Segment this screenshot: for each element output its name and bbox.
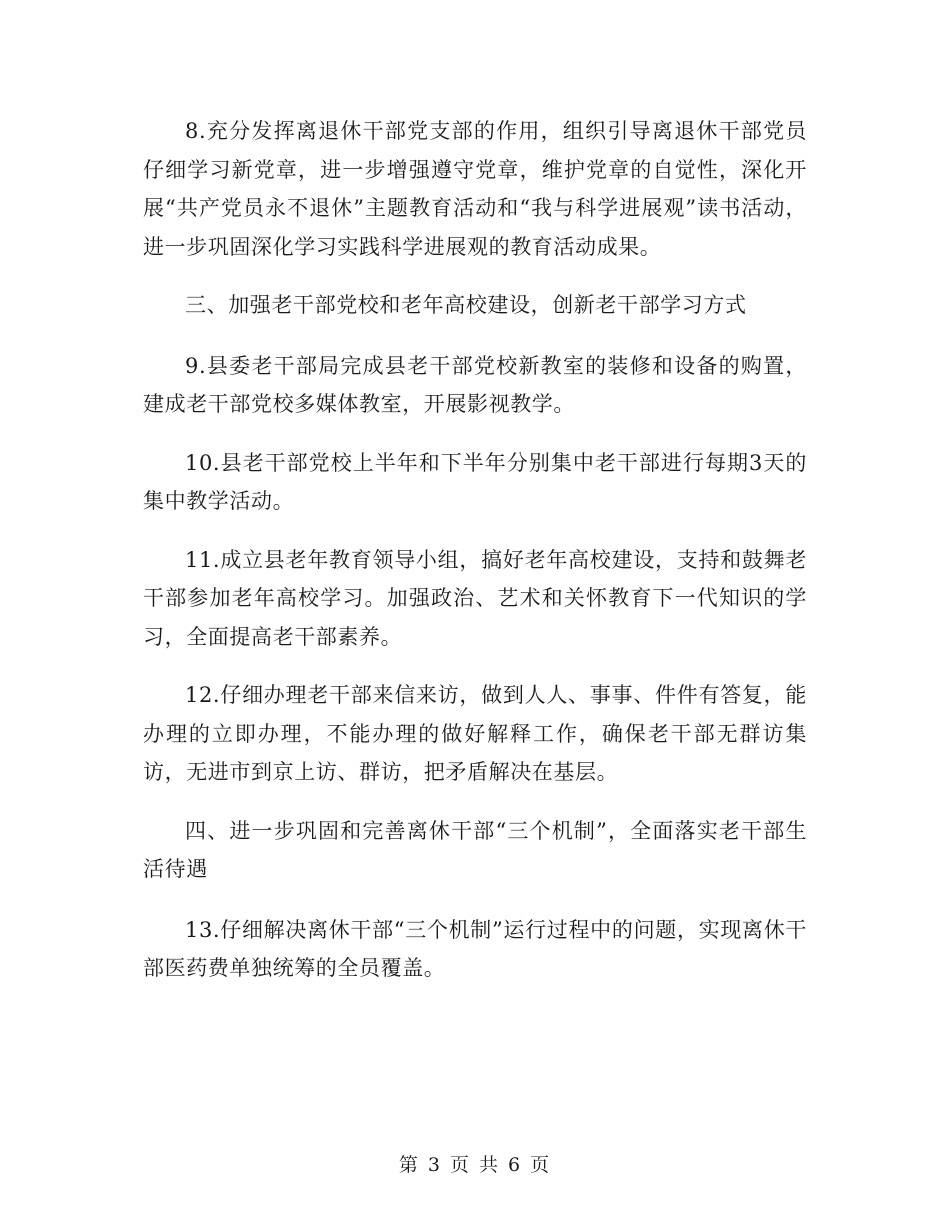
paragraph-item-10: 10.县老干部党校上半年和下半年分别集中老干部进行每期3天的集中教学活动。 [143, 450, 807, 513]
paragraph-item-12: 12.仔细办理老干部来信来访，做到人人、事事、件件有答复，能办理的立即办理，不能办理的做好解释工作，确保老干部无群访集访，无进市到京上访、群访，把矛盾解决在基层。 [143, 683, 807, 784]
paragraph-item-13: 13.仔细解决离休干部“三个机制”运行过程中的问题，实现离休干部医药费单独统筹的全员覆盖。 [143, 917, 807, 980]
paragraph-item-9: 9.县委老干部局完成县老干部党校新教室的装修和设备的购置，建成老干部党校多媒体教室，开展影视教学。 [143, 353, 807, 416]
page-number-footer: 第 3 页 共 6 页 [398, 1154, 552, 1176]
section-heading-4: 四、进一步巩固和完善离休干部“三个机制”，全面落实老干部生活待遇 [143, 818, 807, 881]
section-heading-3: 三、加强老干部党校和老年高校建设，创新老干部学习方式 [185, 293, 747, 317]
document-body [143, 112, 807, 1008]
paragraph-item-8: 8.充分发挥离退休干部党支部的作用，组织引导离退休干部党员仔细学习新党章，进一步增强遵守党章，维护党章的自觉性，深化开展“共产党员永不退休”主题教育活动和“我与科学进展观”读书活动，进一步巩固深化学习实践科学进展观的教育活动成果。 [143, 119, 807, 259]
paragraph-item-11: 11.成立县老年教育领导小组，搞好老年高校建设，支持和鼓舞老干部参加老年高校学习。加强政治、艺术和关怀教育下一代知识的学习，全面提高老干部素养。 [143, 547, 807, 649]
